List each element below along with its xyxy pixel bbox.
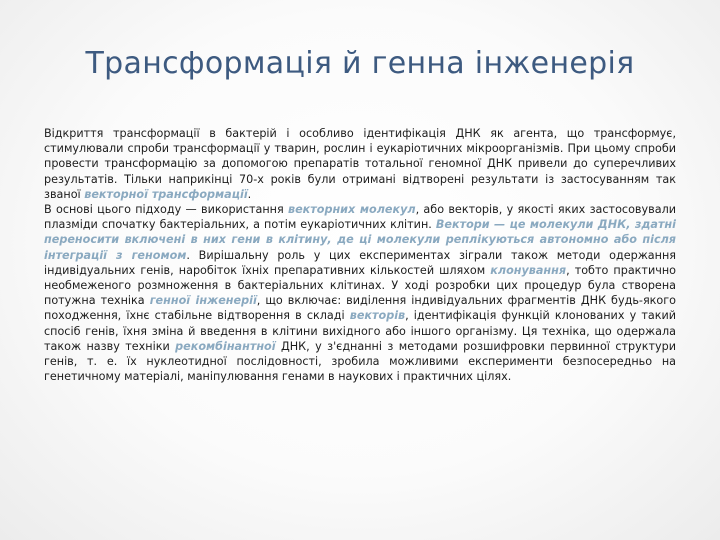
highlight-term: клонування <box>490 263 567 277</box>
highlight-term: векторів <box>349 309 406 323</box>
slide-body <box>44 126 676 384</box>
text-run: . <box>247 187 252 201</box>
text-run: , або векторів, у якості яких застосовували плазміди спочатку бактеріальних, а потім еукаріотичних клітин. <box>44 203 677 232</box>
paragraph-1 <box>44 126 676 202</box>
text-run: ДНК, у з'єднанні з методами розшифровки первинної структури генів, т. е. їх нуклеотидної послідовності, зробила можливими експерименти безпосередньо на генетичному матеріалі, маніпулювання генами в наукових і практичних цілях. <box>44 339 676 384</box>
paragraph-2 <box>44 202 676 384</box>
highlight-term: генної інженерії <box>149 294 257 308</box>
text-run: В основі цього підходу — використання <box>44 203 289 217</box>
text-run: , тобто практично необмеженого розмноження в бактеріальних клітинах. У ході розробки цих процедур була створена потужна техніка <box>44 263 676 308</box>
text-run: . Вирішальну роль у цих експериментах зіграли також методи одержання індивідуальних генів, наробіток їхніх препаративних кількостей шляхом <box>44 248 676 277</box>
text-run: , що включає: виділення індивідуальних фрагментів ДНК будь-якого походження, їхнє стабільне відтворення в складі <box>44 294 677 323</box>
highlight-term: векторної трансформації <box>84 187 248 201</box>
text-run: Відкриття трансформації в бактерій і особливо ідентифікація ДНК як агента, що трансформує, стимулювали спроби трансформації у тварин, рослин і еукаріотичних мікроорганізмів. При цьому спроби провести трансформацію за допомогою препаратів тотальної геномної ДНК привели до суперечливих результатів. Тільки наприкінці 70-х років були отримані відтворені результати із застосуванням так званої <box>44 127 676 201</box>
highlight-term: векторних молекул <box>288 203 416 217</box>
slide-title: Трансформація й генна інженерія <box>85 46 635 81</box>
highlight-term: рекомбінантної <box>175 339 276 353</box>
highlight-definition: Вектори — це молекули ДНК, здатні переносити включені в них гени в клітину, де ці молекули реплікуються автономно або після інтеграції з геномом <box>44 218 677 262</box>
text-run: , ідентифікація функцій клонованих у такий спосіб генів, їхня зміна й введення в клітини вихідного або іншого організму. Ця техніка, що одержала також назву техніки <box>44 309 677 353</box>
